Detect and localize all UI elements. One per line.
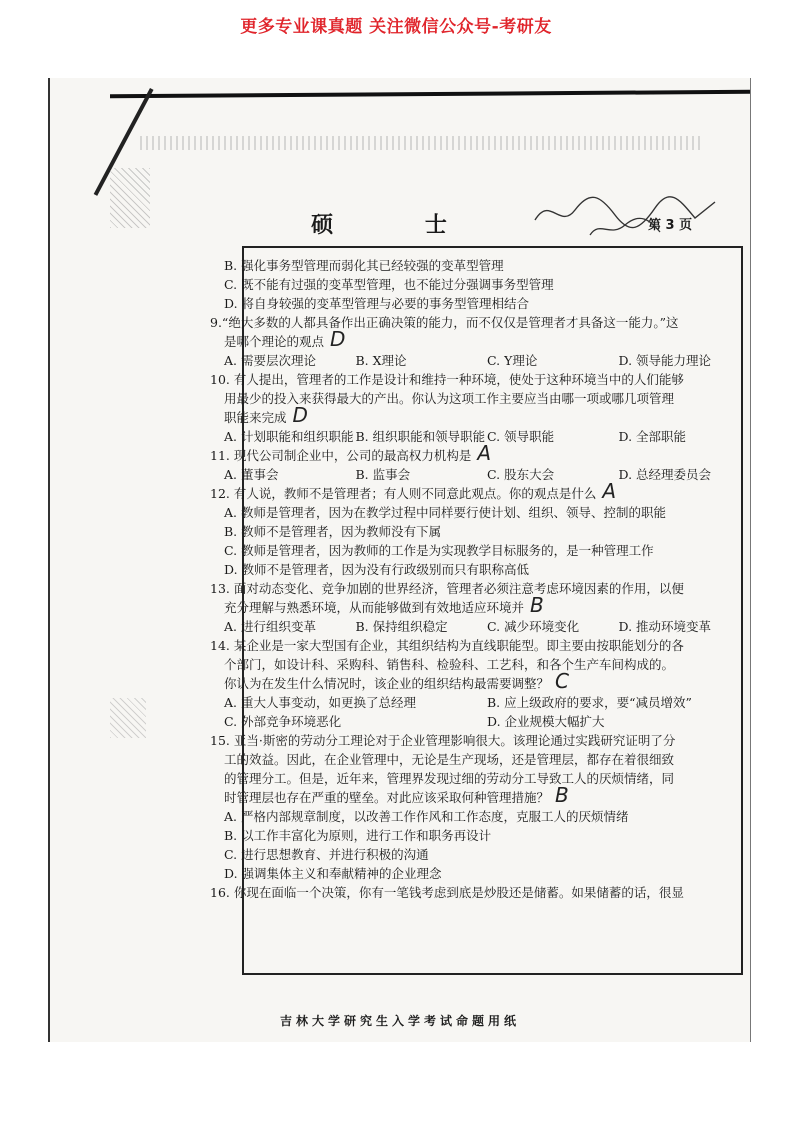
question-text: 13. 面对动态变化、竞争加剧的世界经济，管理者必须注意考虑环境因素的作用，以便 [210, 581, 684, 596]
option-line: B. 教师不是管理者，因为教师没有下属 [224, 524, 442, 539]
option-line: D. 教师不是管理者，因为没有行政级别而只有职称高低 [224, 562, 530, 577]
handwritten-scribble [530, 190, 720, 240]
question-text: 16. 你现在面临一个决策，你有一笔钱考虑到底是炒股还是储蓄。如果储蓄的话，很显 [210, 885, 684, 900]
option: A. 重大人事变动，如更换了总经理 [224, 695, 416, 710]
option-line: A. 严格内部规章制度，以改善工作作风和工作态度，克服工人的厌烦情绪 [224, 809, 629, 824]
option: C. 领导职能 [487, 429, 555, 444]
option: D. 全部职能 [618, 429, 687, 444]
option-row [210, 351, 750, 370]
handwritten-answer: B [555, 783, 569, 807]
question-text: 时管理层也存在严重的壁垒。对此应该采取何种管理措施？ B [224, 783, 569, 807]
question-text: 的管理分工。但是，近年来，管理界发现过细的劳动分工导致工人的厌烦情绪，同 [224, 771, 675, 786]
question-text: 个部门，如设计科、采购科、销售科、检验科、工艺科，和各个生产车间构成的。 [224, 657, 675, 672]
option: B. X理论 [355, 353, 407, 368]
option: C. 外部竞争环境恶化 [224, 714, 342, 729]
option: C. 股东大会 [487, 467, 555, 482]
option-line: D. 强调集体主义和奉献精神的企业理念 [224, 866, 442, 881]
option: B. 应上级政府的要求，要“减员增效” [487, 695, 692, 710]
option-row [210, 617, 750, 636]
option: A. 需要层次理论 [224, 353, 316, 368]
handwritten-answer: A [602, 479, 617, 503]
question-list [210, 256, 750, 902]
handwritten-answer: D [292, 403, 308, 427]
scanned-exam-page [48, 78, 751, 1042]
question-text: 11. 现代公司制企业中，公司的最高权力机构是 A [210, 441, 492, 465]
option: B. 监事会 [355, 467, 411, 482]
question-text: 职能来完成 D [224, 403, 308, 427]
option-line: A. 教师是管理者，因为在教学过程中同样要行使计划、组织、领导、控制的职能 [224, 505, 666, 520]
question-text: 工的效益。因此，在企业管理中，无论是生产现场，还是管理层，都存在着很细致 [224, 752, 675, 767]
scan-edge-line [110, 90, 750, 98]
scan-noise [140, 136, 700, 150]
option: A. 计划职能和组织职能 [224, 429, 354, 444]
option-line: D. 将自身较强的变革型管理与必要的事务型管理相结合 [224, 296, 530, 311]
handwritten-answer: A [477, 441, 492, 465]
option-line: B. 强化事务型管理而弱化其已经较强的变革型管理 [224, 258, 504, 273]
question-text: 12. 有人说，教师不是管理者；有人则不同意此观点。你的观点是什么 A [210, 479, 617, 503]
handwritten-answer: B [530, 593, 544, 617]
question-text: 是哪个理论的观点 D [224, 327, 346, 351]
option: B. 组织职能和领导职能 [355, 429, 486, 444]
option-row [210, 465, 750, 484]
question-text: 10. 有人提出，管理者的工作是设计和维持一种环境，使处于这种环境当中的人们能够 [210, 372, 684, 387]
option: D. 推动环境变革 [618, 619, 712, 634]
handwritten-answer: D [330, 327, 346, 351]
option: D. 领导能力理论 [618, 353, 712, 368]
question-text: 9.“绝大多数的人都具备作出正确决策的能力，而不仅仅是管理者才具备这一能力。”这 [210, 315, 679, 330]
option: C. Y理论 [487, 353, 538, 368]
page-title: 硕 士 [311, 212, 489, 238]
question-text: 用最少的投入来获得最大的产出。你认为这项工作主要应当由哪一项或哪几项管理 [224, 391, 675, 406]
option: D. 总经理委员会 [618, 467, 712, 482]
option-row [210, 712, 750, 731]
question-text: 15. 亚当·斯密的劳动分工理论对于企业管理影响很大。该理论通过实践研究证明了分 [210, 733, 676, 748]
option-line: C. 进行思想教育、并进行积极的沟通 [224, 847, 429, 862]
promo-banner: 更多专业课真题 关注微信公众号-考研友 [240, 17, 552, 37]
page-number: 第 3 页 [648, 218, 693, 233]
question-text: 14. 某企业是一家大型国有企业，其组织结构为直线职能型。即主要由按职能划分的各 [210, 638, 684, 653]
option: C. 减少环境变化 [487, 619, 580, 634]
option-line: B. 以工作丰富化为原则，进行工作和职务再设计 [224, 828, 492, 843]
option: D. 企业规模大幅扩大 [487, 714, 605, 729]
scan-noise [110, 698, 146, 738]
option: A. 进行组织变革 [224, 619, 316, 634]
option-row [210, 693, 750, 712]
exam-paper-footer: 吉林大学研究生入学考试命题用纸 [279, 1014, 520, 1028]
option-line: C. 既不能有过强的变革型管理，也不能过分强调事务型管理 [224, 277, 554, 292]
option-line: C. 教师是管理者，因为教师的工作是为实现教学目标服务的，是一种管理工作 [224, 543, 654, 558]
question-text: 你认为在发生什么情况时，该企业的组织结构最需要调整？ C [224, 669, 569, 693]
option: A. 董事会 [224, 467, 279, 482]
handwritten-answer: C [555, 669, 569, 693]
question-text: 充分理解与熟悉环境，从而能够做到有效地适应环境并 B [224, 593, 544, 617]
option: B. 保持组织稳定 [355, 619, 448, 634]
